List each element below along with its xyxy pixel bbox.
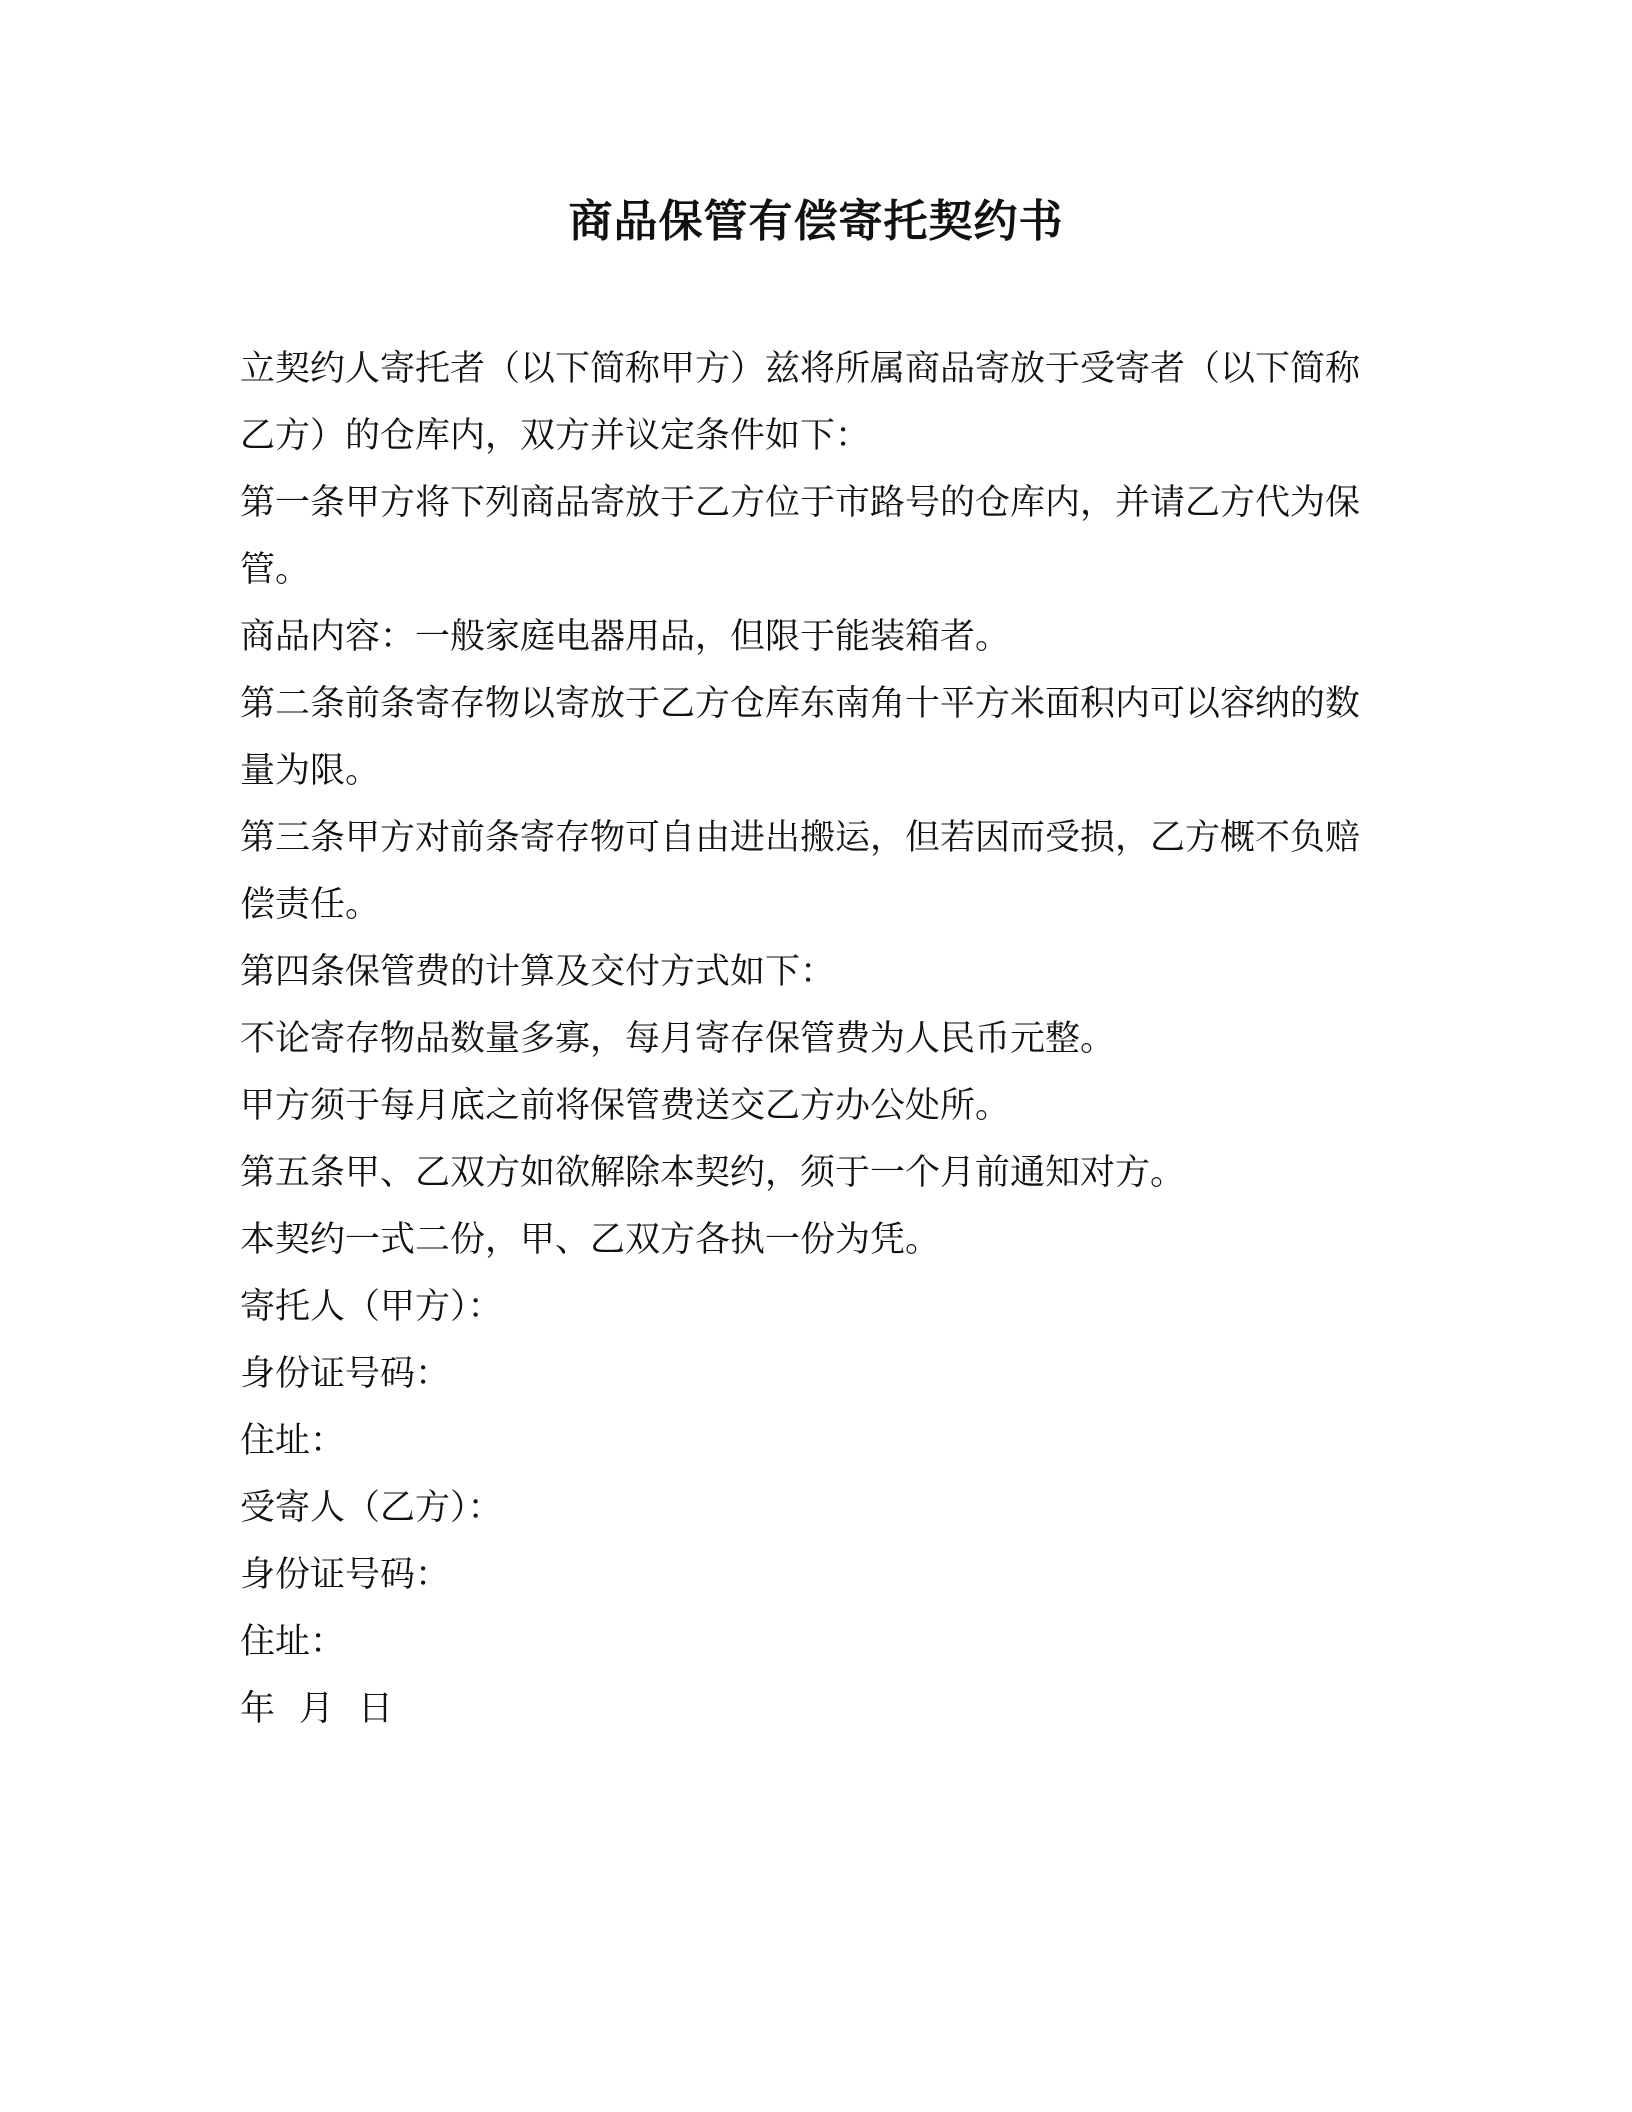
- date-day-label: 日: [358, 1689, 394, 1729]
- article-2-paragraph: 第二条前条寄存物以寄放于乙方仓库东南角十平方米面积内可以容纳的数量为限。: [240, 684, 1361, 791]
- party-b-label: 受寄人（乙方）：: [240, 1488, 503, 1528]
- article-3-paragraph: 第三条甲方对前条寄存物可自由进出搬运，但若因而受损，乙方概不负赔偿责任。: [240, 818, 1361, 925]
- date-year-label: 年: [240, 1689, 276, 1729]
- fee-payment-paragraph: 甲方须于每月底之前将保管费送交乙方办公处所。: [240, 1086, 1011, 1126]
- party-a-id-label: 身份证号码：: [240, 1354, 451, 1394]
- date-month-label: 月: [299, 1689, 335, 1729]
- goods-content-paragraph: 商品内容：一般家庭电器用品，但限于能装箱者。: [240, 617, 1011, 657]
- party-a-address-label: 住址：: [240, 1421, 346, 1461]
- copies-paragraph: 本契约一式二份，甲、乙双方各执一份为凭。: [240, 1220, 941, 1260]
- document-body: [240, 336, 1390, 1743]
- fee-amount-paragraph: 不论寄存物品数量多寡，每月寄存保管费为人民币元整。: [240, 1019, 1116, 1059]
- article-4-paragraph: 第四条保管费的计算及交付方式如下：: [240, 952, 836, 992]
- document-title: 商品保管有偿寄托契约书: [568, 196, 1064, 247]
- party-b-id-label: 身份证号码：: [240, 1555, 451, 1595]
- party-b-address-label: 住址：: [240, 1622, 346, 1662]
- article-5-paragraph: 第五条甲、乙双方如欲解除本契约，须于一个月前通知对方。: [240, 1153, 1186, 1193]
- party-a-label: 寄托人（甲方）：: [240, 1287, 503, 1327]
- date-line: [240, 1676, 1390, 1743]
- preamble-paragraph: 立契约人寄托者（以下简称甲方）兹将所属商品寄放于受寄者（以下简称乙方）的仓库内，双方并议定条件如下：: [240, 349, 1361, 456]
- article-1-paragraph: 第一条甲方将下列商品寄放于乙方位于市路号的仓库内，并请乙方代为保管。: [240, 483, 1361, 590]
